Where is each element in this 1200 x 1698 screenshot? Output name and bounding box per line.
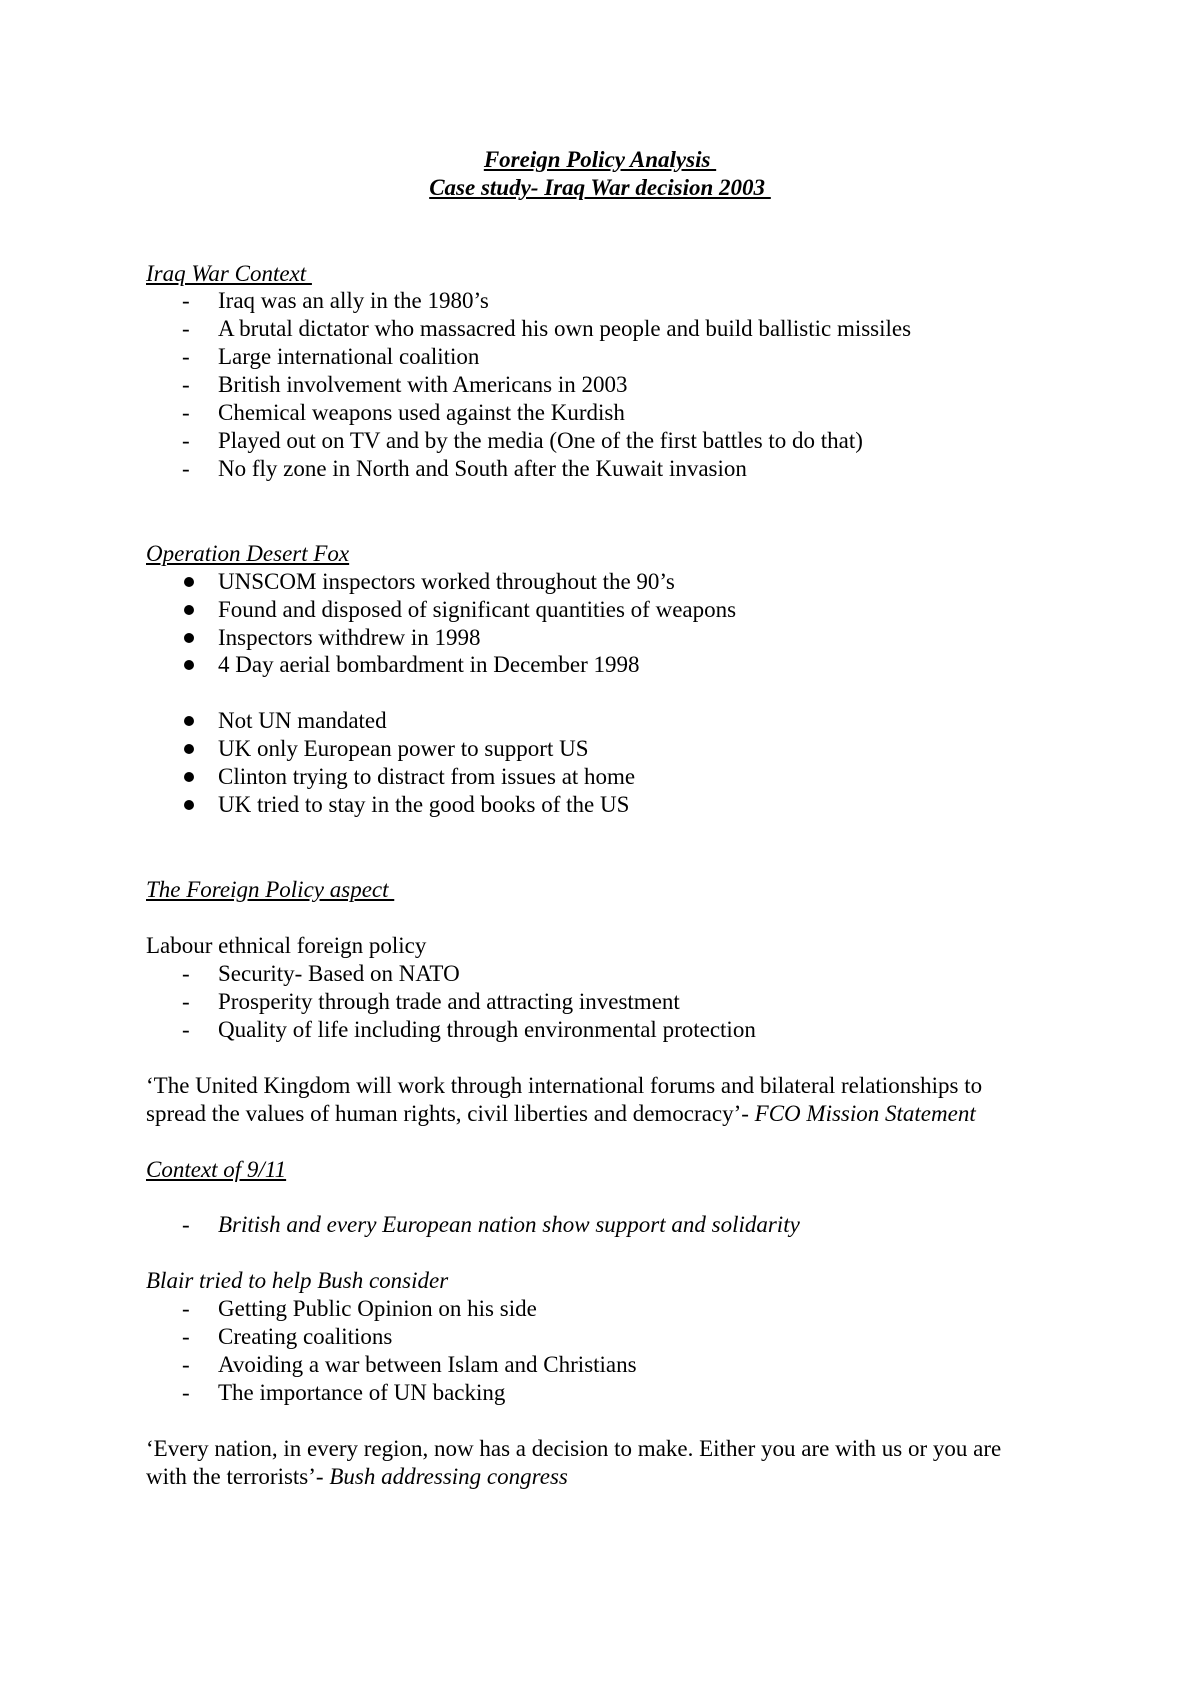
- list-item: [182, 791, 630, 819]
- list-item: [182, 315, 912, 343]
- list-item: [182, 1379, 506, 1407]
- list-item-text: Inspectors withdrew in 1998: [218, 625, 481, 650]
- list-item-text: Found and disposed of significant quantities of weapons: [218, 597, 737, 622]
- list-item: [182, 399, 625, 427]
- dash-marker: -: [182, 456, 190, 481]
- section-heading-desert-fox: Operation Desert Fox: [146, 541, 350, 566]
- dash-marker: -: [182, 1380, 190, 1405]
- section-heading-foreign-policy: The Foreign Policy aspect: [146, 877, 395, 902]
- list-item: [182, 1323, 393, 1351]
- list-item: [182, 960, 460, 988]
- dash-marker: -: [182, 1017, 190, 1042]
- dash-marker: -: [182, 989, 190, 1014]
- list-item-text: Played out on TV and by the media (One of the first battles to do that): [218, 428, 863, 453]
- quote-source: FCO Mission Statement: [754, 1101, 976, 1126]
- list-item-text: Chemical weapons used against the Kurdish: [218, 400, 625, 425]
- list-item-text: UK only European power to support US: [218, 736, 589, 761]
- list-item-text: Iraq was an ally in the 1980’s: [218, 288, 489, 313]
- list-item-text: Security- Based on NATO: [218, 961, 460, 986]
- list-item: [182, 343, 480, 371]
- list-item: [182, 651, 640, 679]
- list-item: [182, 1295, 537, 1323]
- list-item: [182, 624, 481, 652]
- section-heading-911: Context of 9/11: [146, 1157, 287, 1182]
- list-item: [182, 988, 680, 1016]
- list-item: [182, 1211, 800, 1239]
- list-item: [182, 568, 675, 596]
- list-item-text: UNSCOM inspectors worked throughout the 90’s: [218, 569, 675, 594]
- quote-text: spread the values of human rights, civil liberties and democracy’-: [146, 1101, 755, 1126]
- list-item-text: Large international coalition: [218, 344, 480, 369]
- dash-marker: -: [182, 372, 190, 397]
- list-item: [182, 735, 589, 763]
- section-heading-iraq-context: Iraq War Context: [146, 261, 312, 286]
- list-item-text: Prosperity through trade and attracting investment: [218, 989, 680, 1014]
- dash-marker: -: [182, 400, 190, 425]
- document-subtitle: Case study- Iraq War decision 2003: [429, 175, 771, 200]
- quote-line: ‘The United Kingdom will work through international forums and bilateral relationships to: [146, 1073, 983, 1098]
- list-item-text: No fly zone in North and South after the Kuwait invasion: [218, 456, 747, 481]
- dash-marker: -: [182, 1212, 190, 1237]
- list-item-text: Clinton trying to distract from issues at home: [218, 764, 636, 789]
- list-item: [182, 1016, 756, 1044]
- list-item: [182, 371, 628, 399]
- list-item-text: British and every European nation show support and solidarity: [218, 1212, 800, 1237]
- dash-marker: -: [182, 428, 190, 453]
- quote-text: with the terrorists’-: [146, 1464, 330, 1489]
- list-item-text: Avoiding a war between Islam and Christians: [218, 1352, 637, 1377]
- dash-marker: -: [182, 1296, 190, 1321]
- dash-marker: -: [182, 344, 190, 369]
- list-item-text: Getting Public Opinion on his side: [218, 1296, 537, 1321]
- list-item-text: 4 Day aerial bombardment in December 1998: [218, 652, 640, 677]
- quote-line: ‘Every nation, in every region, now has a decision to make. Either you are with us or you are: [146, 1436, 1002, 1461]
- quote-source: Bush addressing congress: [329, 1464, 568, 1489]
- list-item: [182, 763, 636, 791]
- document-title: Foreign Policy Analysis: [483, 147, 717, 172]
- dash-marker: -: [182, 961, 190, 986]
- list-item-text: Not UN mandated: [218, 708, 387, 733]
- list-item: [182, 427, 863, 455]
- list-item: [182, 707, 387, 735]
- dash-marker: -: [182, 1352, 190, 1377]
- list-item-text: Creating coalitions: [218, 1324, 393, 1349]
- list-item-text: Quality of life including through environmental protection: [218, 1017, 756, 1042]
- list-item-text: The importance of UN backing: [218, 1380, 506, 1405]
- quote-line: [146, 1100, 1066, 1128]
- list-item: [182, 596, 737, 624]
- list-item: [182, 287, 489, 315]
- quote-line: [146, 1463, 1066, 1491]
- list-item: [182, 455, 747, 483]
- dash-marker: -: [182, 1324, 190, 1349]
- dash-marker: -: [182, 288, 190, 313]
- dash-marker: -: [182, 316, 190, 341]
- list-item-text: UK tried to stay in the good books of the US: [218, 792, 630, 817]
- section-heading-blair: Blair tried to help Bush consider: [146, 1268, 449, 1293]
- paragraph-intro: Labour ethnical foreign policy: [146, 933, 427, 958]
- list-item-text: A brutal dictator who massacred his own people and build ballistic missiles: [218, 316, 912, 341]
- list-item: [182, 1351, 637, 1379]
- list-item-text: British involvement with Americans in 2003: [218, 372, 628, 397]
